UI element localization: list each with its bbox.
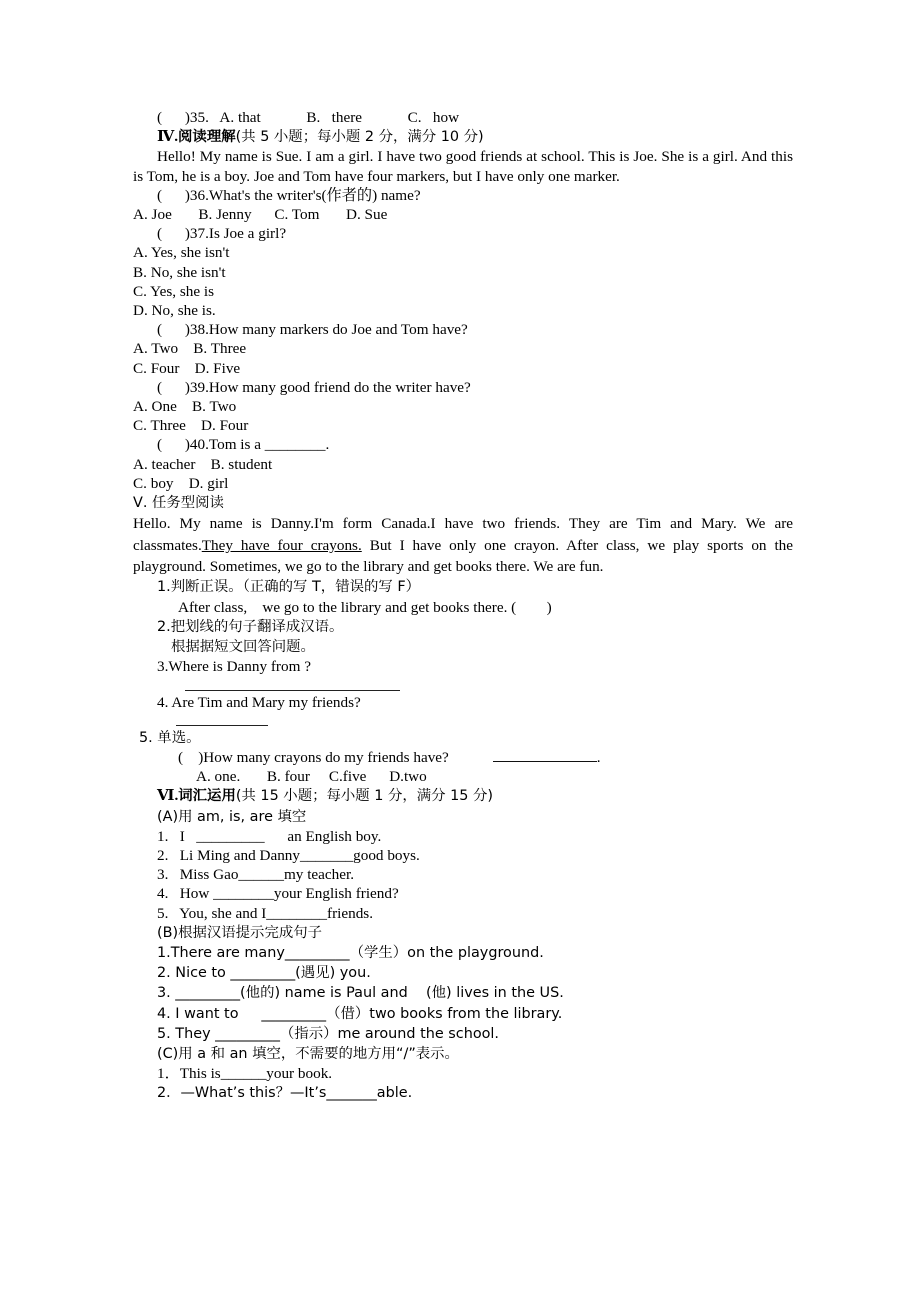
- question-39-options-ab: A. One B. Two: [133, 398, 237, 416]
- question-37-option-d: D. No, she is.: [133, 302, 216, 320]
- task-5-stem: ( )How many crayons do my friends have?: [178, 748, 449, 766]
- section-6-heading-number: Ⅵ.: [157, 787, 179, 805]
- question-39-options-cd: C. Three D. Four: [133, 417, 249, 435]
- section-4-heading-number: Ⅳ.: [157, 128, 179, 146]
- task-5-stem-row: [133, 748, 793, 767]
- part-b-item-1[interactable]: [133, 943, 793, 963]
- part-a-item-3[interactable]: 3. Miss Gao______my teacher.: [157, 866, 354, 884]
- question-37-option-b: B. No, she isn't: [133, 263, 226, 281]
- section-6-heading-title: 词汇运用: [178, 788, 236, 805]
- section-5-passage: [133, 513, 793, 577]
- question-36-stem: ( )36.What's the writer's(作者的) name?: [157, 186, 421, 204]
- section-5-passage-part2: But I have only one crayon. After class, we play sports on the playground. Sometimes, we go to the library and get books there. We are fun.: [133, 536, 794, 576]
- section-5-passage-part1: Hello. My name is Danny.I'm form Canada.I have two friends. They are Tim and Mary. We are classmates.: [133, 515, 793, 554]
- task-1-label-text: 1.判断正误。（正确的写 T，错误的写 F）: [157, 579, 420, 596]
- task-3-answer-gap: [133, 677, 793, 689]
- section-6-part-a-label: [133, 807, 793, 827]
- question-39-stem: ( )39.How many good friend do the writer have?: [157, 378, 471, 396]
- task-4-answer-gap: [133, 712, 793, 724]
- part-a-item-2[interactable]: 2. Li Ming and Danny_______good boys.: [157, 846, 420, 864]
- section-4-passage: Hello! My name is Sue. I am a girl. I have two good friends at school. This is Joe. She is a girl. And this is Tom, he is a boy. Joe and Tom have four markers, but I have only one marker.: [133, 148, 793, 185]
- question-38-options-cd: C. Four D. Five: [133, 359, 241, 377]
- section-5-passage-underlined: They have four crayons.: [201, 536, 362, 554]
- question-37-stem: ( )37.Is Joe a girl?: [157, 225, 287, 243]
- part-a-item-1[interactable]: 1. I _________ an English boy.: [157, 827, 382, 845]
- question-40-options-cd: C. boy D. girl: [133, 474, 229, 492]
- part-b-item-4[interactable]: [133, 1004, 793, 1024]
- task-5-label: [133, 728, 793, 748]
- question-38-options-ab: A. Two B. Three: [133, 340, 247, 358]
- task-1-item: After class, we go to the library and get books there. ( ): [178, 598, 552, 616]
- task-1-label: [133, 577, 793, 597]
- task-5-answer-blank[interactable]: [493, 761, 597, 762]
- section-6-part-c-label: [133, 1044, 793, 1064]
- part-b-item-5-text: 5. They _________（指示）me around the school.: [157, 1025, 500, 1042]
- section-6-part-a-label-text: (A)用 am, is, are 填空: [157, 808, 307, 825]
- part-a-item-4[interactable]: 4. How ________your English friend?: [157, 885, 399, 903]
- section-4-heading-detail: (共 5 小题；每小题 2 分，满分 10 分): [235, 129, 484, 146]
- task-2-subinstruction: [133, 637, 793, 657]
- task-2-label: [133, 617, 793, 637]
- section-6-part-b-label-text: (B)根据汉语提示完成句子: [157, 924, 323, 941]
- task-4-question: 4. Are Tim and Mary my friends?: [157, 693, 361, 711]
- section-4-heading-title: 阅读理解: [178, 129, 236, 146]
- part-c-item-2-text: 2．—What’s this？—It’s_______able.: [157, 1085, 413, 1102]
- question-40-options-ab: A. teacher B. student: [133, 455, 273, 473]
- part-b-item-5[interactable]: [133, 1024, 793, 1044]
- task-2-subinstruction-text: 根据据短文回答问题。: [171, 639, 315, 656]
- section-6-part-c-label-text: (C)用 a 和 an 填空，不需要的地方用“/”表示。: [157, 1045, 459, 1062]
- task-2-label-text: 2.把划线的句子翻译成汉语。: [157, 618, 344, 635]
- part-b-item-1-text: 1.There are many_________（学生）on the playground.: [157, 944, 544, 961]
- page-content: [133, 108, 793, 1104]
- section-5-heading-text: Ⅴ. 任务型阅读: [133, 495, 224, 512]
- part-c-item-1[interactable]: 1．This is______your book.: [157, 1065, 333, 1083]
- question-38-stem: ( )38.How many markers do Joe and Tom have?: [157, 321, 468, 339]
- task-3-question: 3.Where is Danny from ?: [157, 658, 311, 676]
- section-5-heading: [133, 493, 793, 513]
- question-37-option-a: A. Yes, she isn't: [133, 244, 230, 262]
- task-5-stem-tail: .: [596, 748, 601, 766]
- task-5-label-text: 5. 单选。: [139, 729, 201, 746]
- section-6-part-b-label: [133, 923, 793, 943]
- section-6-heading-detail: (共 15 小题；每小题 1 分，满分 15 分): [235, 788, 493, 805]
- question-37-option-c: C. Yes, she is: [133, 282, 215, 300]
- question-36-options: A. Joe B. Jenny C. Tom D. Sue: [133, 206, 388, 224]
- part-b-item-3-text: 3. _________(他的) name is Paul and (他) lives in the US.: [157, 985, 564, 1002]
- section-6-heading: [133, 786, 793, 806]
- section-4-heading: [133, 127, 793, 147]
- part-b-item-2-text: 2. Nice to _________(遇见) you.: [157, 965, 371, 982]
- question-35-options: ( )35. A. that B. there C. how: [157, 109, 460, 126]
- part-a-item-5[interactable]: 5. You, she and I________friends.: [157, 904, 373, 922]
- question-40-stem: ( )40.Tom is a ________.: [157, 436, 330, 454]
- part-b-item-2[interactable]: [133, 963, 793, 983]
- task-5-options: A. one. B. four C.five D.two: [196, 768, 427, 786]
- part-b-item-3[interactable]: [133, 983, 793, 1003]
- part-c-item-2[interactable]: [133, 1083, 793, 1103]
- part-b-item-4-text: 4. I want to _________（借）two books from the library.: [157, 1005, 563, 1022]
